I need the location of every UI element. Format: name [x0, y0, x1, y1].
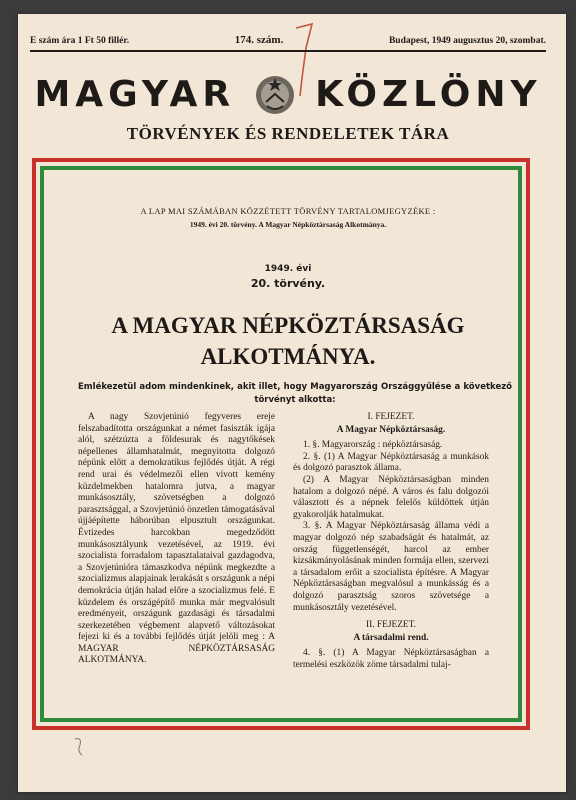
issue-number: 174. szám.: [234, 34, 284, 46]
chapter-1-heading: I. FEJEZET.: [367, 412, 415, 422]
law-year: 1949. évi: [264, 264, 312, 274]
masthead: [30, 64, 546, 124]
right-column-text: [293, 412, 489, 671]
section-paragraph: 4. §. (1) A Magyar Népköztársaságban a termelési eszközök zöme társadalmi tulaj-: [293, 648, 489, 670]
law-title: [60, 310, 516, 372]
section-paragraph: 1. §. Magyarország : népköztársaság.: [303, 440, 443, 451]
place-date-text: Budapest, 1949 augusztus 20, szombat.: [388, 36, 546, 46]
hungarian-coat-of-arms-icon: [253, 72, 297, 116]
law-title-line-1: A MAGYAR NÉPKÖZTÁRSASÁG: [111, 313, 465, 338]
header-rule: [30, 50, 546, 52]
toc-heading: A LAP MAI SZÁMÁBAN KÖZZÉTETT TÖRVÉNY TARTALOMJEGYZÉKE :: [140, 206, 436, 216]
law-number: 20. törvény.: [250, 277, 326, 290]
pencil-mark: [72, 735, 86, 757]
masthead-subtitle: TÖRVÉNYEK ÉS RENDELETEK TÁRA: [126, 124, 450, 143]
masthead-right-word: KÖZLÖNY: [315, 73, 542, 115]
section-paragraph: (2) A Magyar Népköztársaságban minden hatalom a dolgozó népé. A város és falu dolgozói választott és a népnek felelős küldöttek útján gyakorolják hatalmukat.: [293, 474, 489, 520]
chapter-2-heading: II. FEJEZET.: [365, 620, 417, 631]
law-title-line-2: ALKOTMÁNYA.: [200, 344, 376, 369]
masthead-left-word: MAGYAR: [34, 73, 236, 115]
law-preamble: Emlékezetül adom mindenkinek, akit illet, hogy Magyarország Országgyűlése a következő törvényt alkotta:: [78, 382, 512, 405]
price-text: E szám ára 1 Ft 50 fillér.: [30, 36, 130, 46]
chapter-2-title: A társadalmi rend.: [353, 632, 429, 643]
left-column-paragraph: A nagy Szovjetúnió fegyveres ereje felszabadította országunkat a német fasiszták igája alól, szétzúzta a földesurak és nagytőkések népellenes államhatalmát, megnyitotta dolgozó népünk előtt a demokratikus fejlődés útját. A régi rend urai és védelmezői ellen vívott kemény küzdelmekben hatalomra jutva, a magyar munkásosztály, szövetségben a dolgozó parasztsággal, a Szovjetúnió önzetlen támogatásával újjáépítette háborúban elpusztult országunkat. Évtizedes harcokban megedződött munkásosztályunk vezetésével, az 1919. évi szocialista forradalom tapasztalataival gazdagodva, a Szovjetúnióra támaszkodva népünk megkezdte a szocializmus alapjainak lerakását s országunk a népi demokrácia útján halad előre a szocializmus felé. E küzdelem és országépítő munka már megvalósult eredményeit, országunk gazdasági és társadalmi szerkezetében végbement alapvető változásokat fejezi ki és a további fejlődés útját jelöli meg : A MAGYAR NÉPKÖZTÁRSASÁG ALKOTMÁNYA.: [78, 412, 275, 666]
toc-item: 1949. évi 20. törvény. A Magyar Népköztársaság Alkotmánya.: [189, 220, 387, 229]
section-paragraph: 2. §. (1) A Magyar Népköztársaság a munkások és dolgozó parasztok állama.: [293, 451, 489, 474]
issue-info-line: [30, 34, 546, 46]
left-column-text: [78, 412, 275, 667]
section-paragraph: 3. §. A Magyar Népköztársaság állama védi a magyar dolgozó nép szabadságát és hatalmát, az ország függetlenségét, harcol az ember kizsákmányolásának minden formája ellen, szervezi a társadalom erőit a szocialista építésre. A Magyar Népköztársaságban megvalósul a munkásság és a dolgozó parasztság szoros szövetsége a munkásosztály vezetésével.: [293, 521, 489, 613]
chapter-1-title: A Magyar Népköztársaság.: [336, 424, 446, 435]
